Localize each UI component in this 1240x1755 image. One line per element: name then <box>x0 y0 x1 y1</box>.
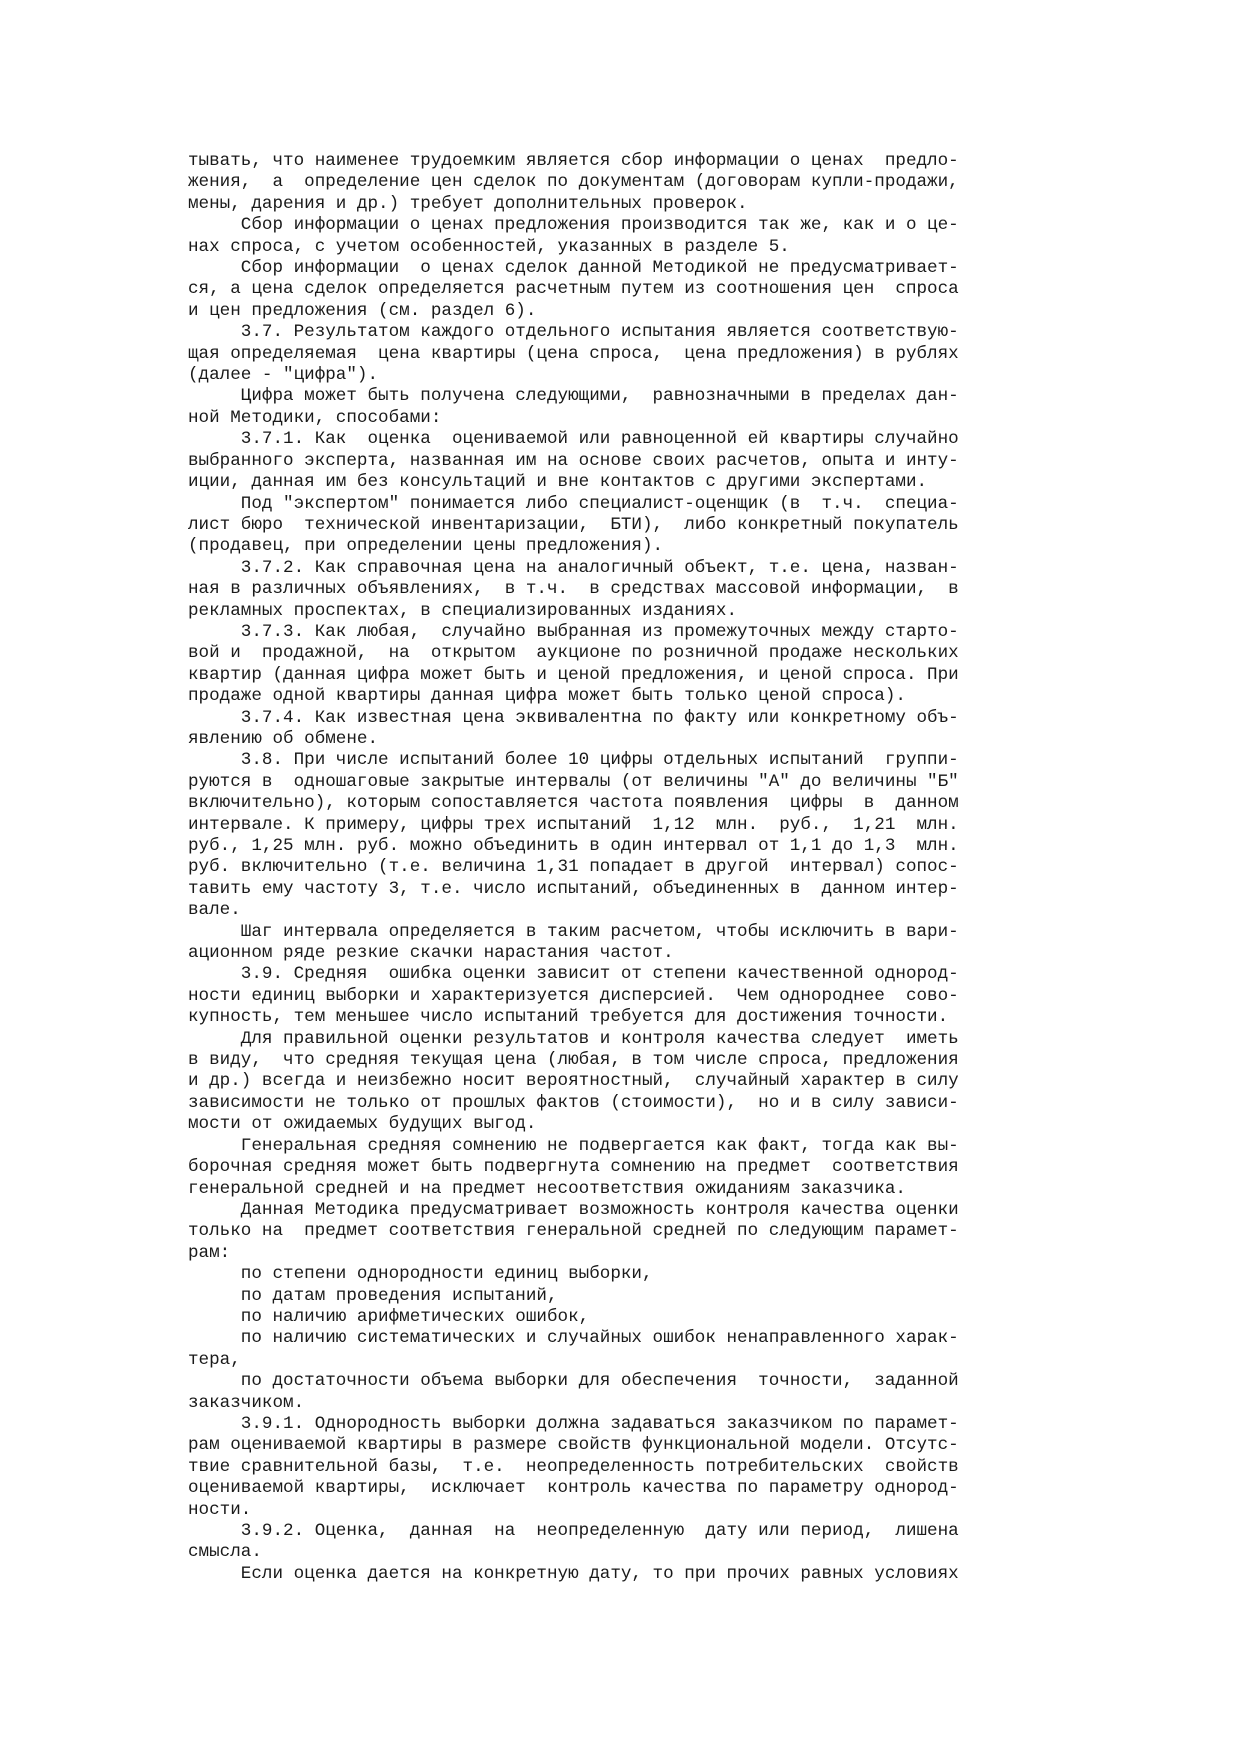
text-line: рам: <box>188 1242 231 1263</box>
text-line: щая определяемая цена квартиры (цена спроса, цена предложения) в рублях <box>188 343 959 364</box>
text-line: иции, данная им без консультаций и вне контактов с другими экспертами. <box>188 472 928 493</box>
text-line: ся, а цена сделок определяется расчетным путем из соотношения цен спроса <box>188 279 959 300</box>
text-line: мости от ожидаемых будущих выгод. <box>188 1114 537 1135</box>
text-line: в виду, что средняя текущая цена (любая, в том числе спроса, предложения <box>188 1050 959 1071</box>
text-line: 3.7.3. Как любая, случайно выбранная из промежуточных между старто- <box>188 621 959 642</box>
text-line: Цифра может быть получена следующими, равнозначными в пределах дан- <box>188 386 959 407</box>
text-line: ности. <box>188 1499 252 1520</box>
text-line: смысла. <box>188 1542 262 1563</box>
text-line: руб. включительно (т.е. величина 1,31 попадает в другой интервал) сопос- <box>188 857 959 878</box>
text-line: рекламных проспектах, в специализированных изданиях. <box>188 600 738 621</box>
text-line: выбранного эксперта, названная им на основе своих расчетов, опыта и инту- <box>188 450 959 471</box>
text-line: заказчиком. <box>188 1392 305 1413</box>
text-line: (продавец, при определении цены предложения). <box>188 536 664 557</box>
text-line: Шаг интервала определяется в таким расчетом, чтобы исключить в вари- <box>188 921 959 942</box>
text-line: ная в различных объявлениях, в т.ч. в средствах массовой информации, в <box>188 579 959 600</box>
text-line: включительно), которым сопоставляется частота появления цифры в данном <box>188 793 959 814</box>
text-line: твие сравнительной базы, т.е. неопределенность потребительских свойств <box>188 1456 959 1477</box>
text-line: по датам проведения испытаний, <box>188 1285 558 1306</box>
text-line: по наличию арифметических ошибок, <box>188 1306 590 1327</box>
text-line: только на предмет соответствия генеральной средней по следующим парамет- <box>188 1221 959 1242</box>
text-line: по наличию систематических и случайных ошибок ненаправленного харак- <box>188 1328 959 1349</box>
text-line: руются в одношаговые закрытые интервалы (от величины "А" до величины "Б" <box>188 771 959 792</box>
text-line: явлению об обмене. <box>188 728 379 749</box>
text-line: 3.7.4. Как известная цена эквивалентна по факту или конкретному объ- <box>188 707 959 728</box>
text-line: квартир (данная цифра может быть и ценой предложения, и ценой спроса. При <box>188 664 959 685</box>
text-line: вале. <box>188 900 241 921</box>
text-line: генеральной средней и на предмет несоответствия ожиданиям заказчика. <box>188 1178 906 1199</box>
text-line: интервале. К примеру, цифры трех испытаний 1,12 млн. руб., 1,21 млн. <box>188 814 959 835</box>
text-line: ной Методики, способами: <box>188 407 442 428</box>
text-line: Данная Методика предусматривает возможность контроля качества оценки <box>188 1199 959 1220</box>
text-line: и цен предложения (см. раздел 6). <box>188 300 537 321</box>
text-line: 3.7.1. Как оценка оцениваемой или равноценной ей квартиры случайно <box>188 429 959 450</box>
text-line: 3.9. Средняя ошибка оценки зависит от степени качественной однород- <box>188 964 959 985</box>
text-line: Сбор информации о ценах предложения производится так же, как и о це- <box>188 215 959 236</box>
text-line: 3.7. Результатом каждого отдельного испытания является соответствую- <box>188 322 959 343</box>
text-line: ности единиц выборки и характеризуется дисперсией. Чем однороднее сово- <box>188 985 959 1006</box>
text-line: нах спроса, с учетом особенностей, указанных в разделе 5. <box>188 236 790 257</box>
text-line: купность, тем меньшее число испытаний требуется для достижения точности. <box>188 1007 949 1028</box>
text-line: мены, дарения и др.) требует дополнительных проверок. <box>188 193 748 214</box>
text-line: 3.7.2. Как справочная цена на аналогичный объект, т.е. цена, назван- <box>188 557 959 578</box>
text-line: лист бюро технической инвентаризации, БТИ), либо конкретный покупатель <box>188 514 959 535</box>
text-line: рам оцениваемой квартиры в размере свойств функциональной модели. Отсутс- <box>188 1435 959 1456</box>
text-line: зависимости не только от прошлых фактов (стоимости), но и в силу зависи- <box>188 1092 959 1113</box>
text-line: Сбор информации о ценах сделок данной Методикой не предусматривает- <box>188 258 959 279</box>
text-line: по степени однородности единиц выборки, <box>188 1264 653 1285</box>
document-body-text <box>188 151 1068 1585</box>
text-line: тывать, что наименее трудоемким является сбор информации о ценах предло- <box>188 151 959 171</box>
text-line: (далее - "цифра"). <box>188 365 379 386</box>
text-line: вой и продажной, на открытом аукционе по розничной продаже нескольких <box>188 643 959 664</box>
text-line: Под "экспертом" понимается либо специалист-оценщик (в т.ч. специа- <box>188 493 959 514</box>
text-line: по достаточности объема выборки для обеспечения точности, заданной <box>188 1371 959 1392</box>
text-line: продаже одной квартиры данная цифра может быть только ценой спроса). <box>188 686 906 707</box>
text-line: жения, а определение цен сделок по документам (договорам купли-продажи, <box>188 172 959 193</box>
text-line: и др.) всегда и неизбежно носит вероятностный, случайный характер в силу <box>188 1071 959 1092</box>
text-line: оцениваемой квартиры, исключает контроль качества по параметру однород- <box>188 1478 959 1499</box>
text-line: 3.9.2. Оценка, данная на неопределенную дату или период, лишена <box>188 1521 959 1541</box>
text-line: 3.8. При числе испытаний более 10 цифры отдельных испытаний группи- <box>188 750 959 771</box>
text-line: 3.9.1. Однородность выборки должна задаваться заказчиком по парамет- <box>188 1413 959 1434</box>
text-line: тера, <box>188 1349 241 1370</box>
text-line: борочная средняя может быть подвергнута сомнению на предмет соответствия <box>188 1157 959 1178</box>
text-line: Для правильной оценки результатов и контроля качества следует иметь <box>188 1028 959 1049</box>
text-line: Генеральная средняя сомнению не подвергается как факт, тогда как вы- <box>188 1135 959 1156</box>
text-line: руб., 1,25 млн. руб. можно объединить в один интервал от 1,1 до 1,3 млн. <box>188 836 959 856</box>
text-line: Если оценка дается на конкретную дату, то при прочих равных условиях <box>188 1563 959 1584</box>
text-line: ационном ряде резкие скачки нарастания частот. <box>188 943 674 964</box>
text-line: тавить ему частоту 3, т.е. число испытаний, объединенных в данном интер- <box>188 878 959 899</box>
